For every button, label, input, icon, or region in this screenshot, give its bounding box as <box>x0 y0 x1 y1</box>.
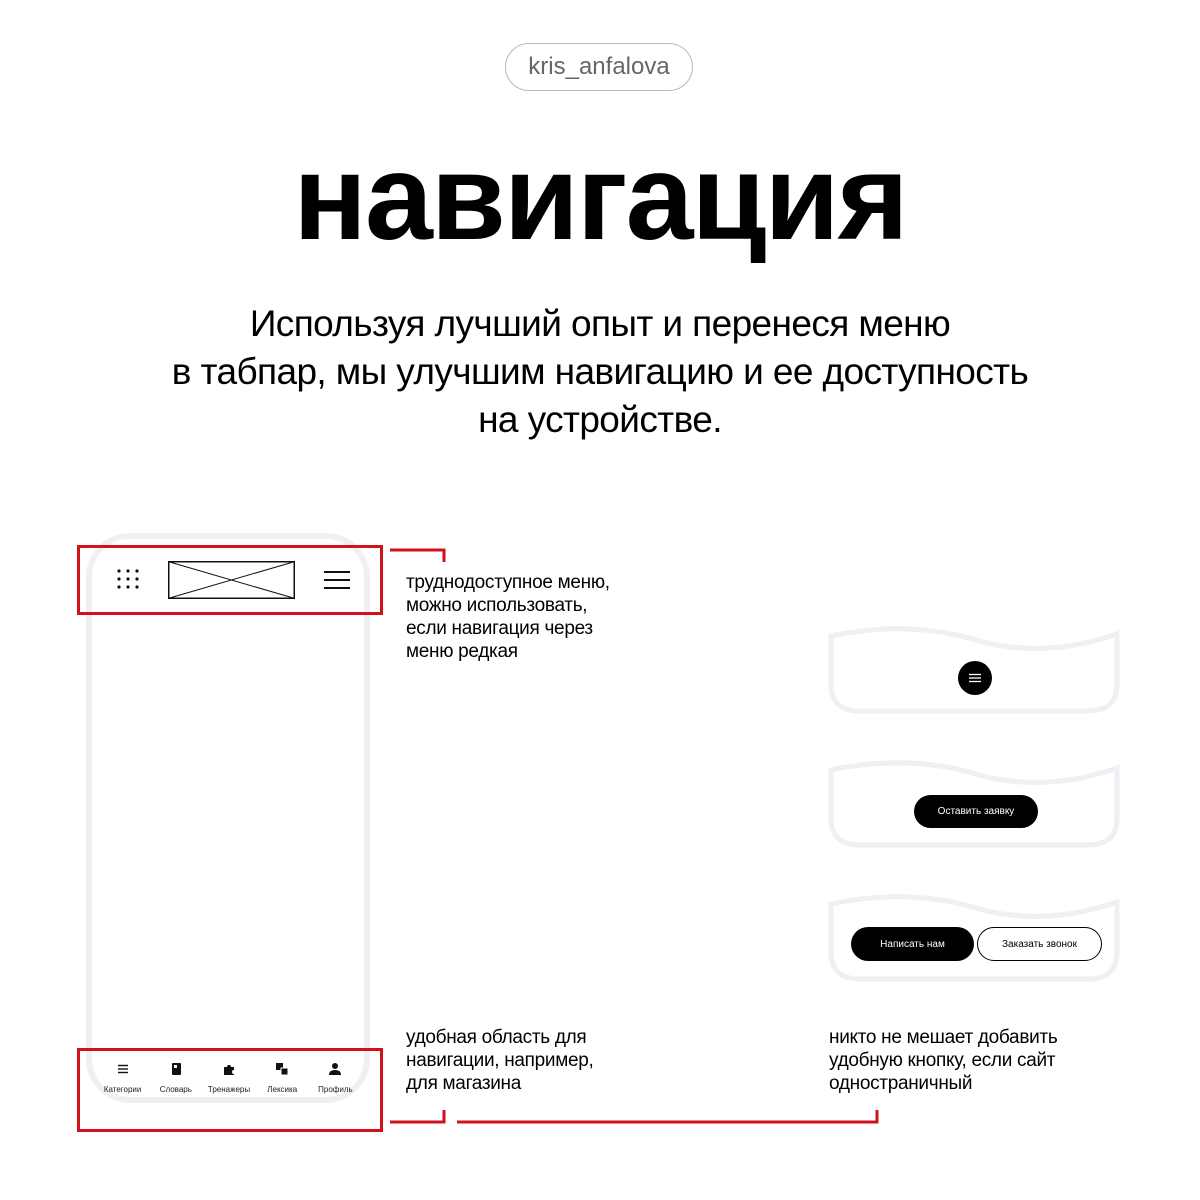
lead-paragraph <box>0 300 1200 444</box>
note-line: одностраничный <box>829 1073 973 1094</box>
tab-label: Лексика <box>267 1085 298 1094</box>
note-line: для магазина <box>406 1073 522 1094</box>
top-note-bracket <box>388 548 448 564</box>
apply-button[interactable]: Оставить заявку <box>914 795 1038 828</box>
note-line: навигации, например, <box>406 1050 594 1071</box>
author-handle: kris_anfalova <box>528 53 670 80</box>
write-us-button[interactable]: Написать нам <box>851 927 974 961</box>
floating-button-note <box>829 1026 1057 1095</box>
tab-label: Профиль <box>318 1085 353 1094</box>
note-line: удобную кнопку, если сайт <box>829 1050 1056 1071</box>
top-menu-highlight <box>77 545 383 615</box>
tab-label: Тренажеры <box>207 1085 251 1094</box>
lead-line: Используя лучший опыт и перенеся меню <box>249 303 951 344</box>
tab-bar-highlight <box>77 1048 383 1132</box>
page-title: навигация <box>293 129 907 265</box>
hamburger-menu-icon <box>969 673 981 683</box>
floating-menu-button[interactable] <box>958 661 992 695</box>
note-line: если навигация через <box>406 618 593 639</box>
phone-outline <box>86 533 370 1103</box>
note-line: труднодоступное меню, <box>406 572 610 593</box>
lead-line: в табпар, мы улучшим навигацию и ее доступность <box>171 351 1029 392</box>
top-menu-note <box>406 571 610 663</box>
lead-line: на устройстве. <box>478 399 722 440</box>
tab-bar-note <box>406 1026 594 1095</box>
note-line: никто не мешает добавить <box>829 1027 1058 1048</box>
tab-label: Словарь <box>159 1085 192 1094</box>
author-handle-badge <box>505 43 693 91</box>
right-note-bracket <box>455 1110 881 1126</box>
tab-label: Категории <box>103 1085 142 1094</box>
order-call-button[interactable]: Заказать звонок <box>977 927 1102 961</box>
note-line: удобная область для <box>406 1027 587 1048</box>
bottom-note-bracket <box>388 1110 448 1126</box>
note-line: меню редкая <box>406 641 518 662</box>
note-line: можно использовать, <box>406 595 588 616</box>
